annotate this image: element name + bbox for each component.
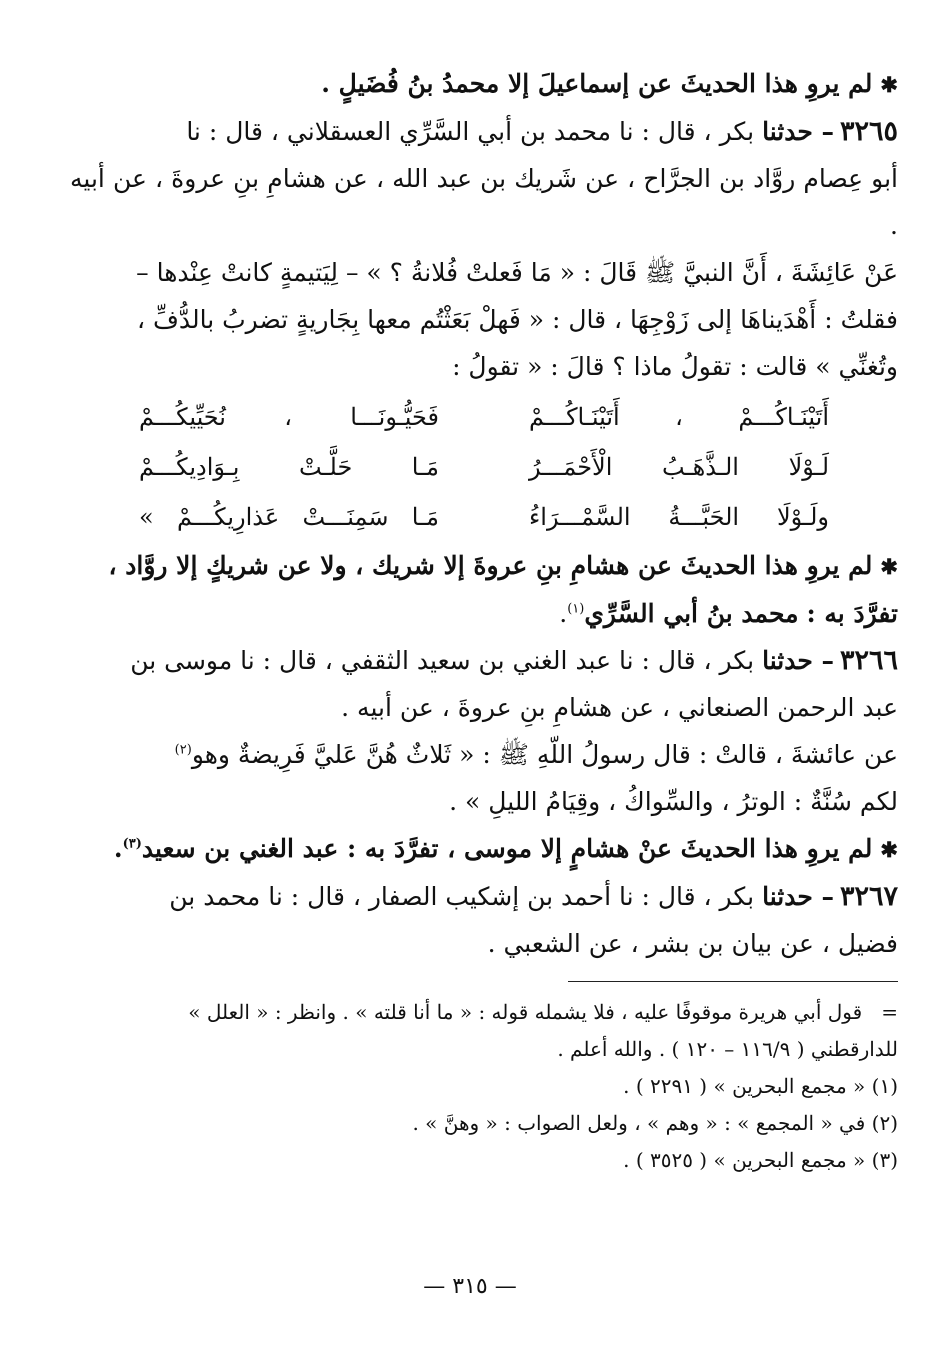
text-line: عَنْ عَائِشَةَ ، أَنَّ النبيَّ ﷺ قَالَ : « مَا فَعلتْ فُلانةُ ؟ » – لِيَتيمةٍ كانتْ عِنْدها – [136, 258, 898, 287]
poem-hemistich-second: مَـا حَلَّـتْ بِـوَادِيكُـــمْ [139, 453, 439, 481]
text-line: لكم سُنَّةٌ : الوترُ ، والسِّواكُ ، وقِيَامُ الليلِ » . [449, 787, 898, 816]
hadith-number: ٣٢٦٧ [839, 881, 898, 912]
page-number: — ٣١٥ — [423, 1274, 517, 1299]
poem-verse [139, 442, 829, 492]
footnote: (١) « مجمع البحرين » ( ٢٢٩١ ) . [623, 1074, 898, 1098]
text-line: تفرَّدَ به : محمد بنُ أبي السَّرِّي$^{(١)}$. [559, 599, 898, 628]
scholarly-note: ✱لم يروِ هذا الحديثَ عن إسماعيلَ إلا محمدُ بنُ فُضَيلٍ . [321, 69, 898, 98]
footnote-marker: (٢) [174, 742, 192, 758]
star-icon: ✱ [880, 554, 898, 579]
text-line: عن عائشةَ ، قالتْ : قال رسولُ اللّهِ ﷺ : « ثَلاثٌ هُنَّ عَليَّ فَرِيضةٌ وهو$^{(٢)}$ [174, 740, 898, 769]
poem-hemistich-second: مَـا سَمِنَـــتْ عَذارِيكُـــمْ » [139, 503, 439, 531]
poem-hemistich-second: فَحَيُّـونَـــا ، نُحَيِّيكُـــمْ [139, 403, 439, 431]
footnote-marker: (٣) [122, 836, 142, 852]
text-line: وتُغنِّي » قالت : تقولُ ماذا ؟ قالَ : « تقولُ : [452, 352, 898, 381]
poem-hemistich-first: ولَـوْلَا الحَبَّـــةُ السَّمْـــرَاءُ [529, 503, 829, 531]
star-icon: ✱ [880, 72, 898, 97]
text-line: فقلتُ : أَهْدَيناهَا إلى زَوْجِهَا ، قال : « فَهلْ بَعَثْتُم معها بِجَاريةٍ تضربُ بالدُّفِّ ، [136, 305, 898, 334]
hadith-3267: ٣٢٦٧– حدثنا بكر ، قال : نا أحمد بن إشكيب الصفار ، قال : نا محمد بن [169, 881, 898, 912]
text-line: عبد الرحمن الصنعاني ، عن هشامِ بنِ عروةَ ، عن أبيه . [341, 693, 898, 722]
scholarly-note: ✱لم يروِ هذا الحديثَ عنْ هشامٍ إلا موسى ، تفرَّدَ به : عبد الغني بن سعيد$^{(٣)}$. [113, 834, 898, 863]
footnote: (٢) في « المجمع » : « وهم » ، ولعل الصواب : « وهنَّ » . [412, 1111, 898, 1135]
footnote-separator [568, 981, 898, 982]
hadith-3266: ٣٢٦٦– حدثنا بكر ، قال : نا عبد الغني بن سعيد الثقفي ، قال : نا موسى بن [130, 645, 898, 676]
poem-hemistich-first: لَـوْلَا الـذَّهَـبُ الْأَحْمَـــرُ [529, 453, 829, 481]
poem-verse [139, 492, 829, 542]
footnote-continuation: = قول أبي هريرة موقوفًا عليه ، فلا يشمله قوله : « ما أنا قلته » . وانظر : « العلل » [188, 1000, 898, 1024]
poem-verse [139, 392, 829, 442]
continuation-marker: = [881, 1000, 898, 1024]
text-line: أبو عِصام روَّاد بن الجرَّاح ، عن شَريك بن عبد الله ، عن هشامِ بنِ عروةَ ، عن أبيه . [70, 164, 898, 240]
star-icon: ✱ [880, 837, 898, 862]
scholarly-note: ✱لم يروِ هذا الحديثَ عن هشامِ بنِ عروةَ إلا شريك ، ولا عن شريكٍ إلا روَّاد ، [108, 551, 898, 580]
poem-hemistich-first: أَتَيْنَـاكُـــمْ ، أَتَيْنَـاكُـــمْ [529, 403, 829, 431]
hadith-3265: ٣٢٦٥– حدثنا بكر ، قال : نا محمد بن أبي السَّرِّي العسقلاني ، قال : نا [186, 116, 898, 147]
footnote: (٣) « مجمع البحرين » ( ٣٥٢٥ ) . [623, 1148, 898, 1172]
hadith-number: ٣٢٦٥ [839, 116, 898, 147]
page-body [70, 60, 898, 1179]
footnote-marker: (١) [567, 601, 585, 617]
poem [139, 392, 829, 542]
footnote-continuation: للدارقطني ( ١١٦/٩ – ١٢٠ ) . والله أعلم . [557, 1037, 898, 1061]
hadith-number: ٣٢٦٦ [839, 645, 898, 676]
text-line: فضيل ، عن بيان بن بشر ، عن الشعبي . [487, 929, 898, 958]
